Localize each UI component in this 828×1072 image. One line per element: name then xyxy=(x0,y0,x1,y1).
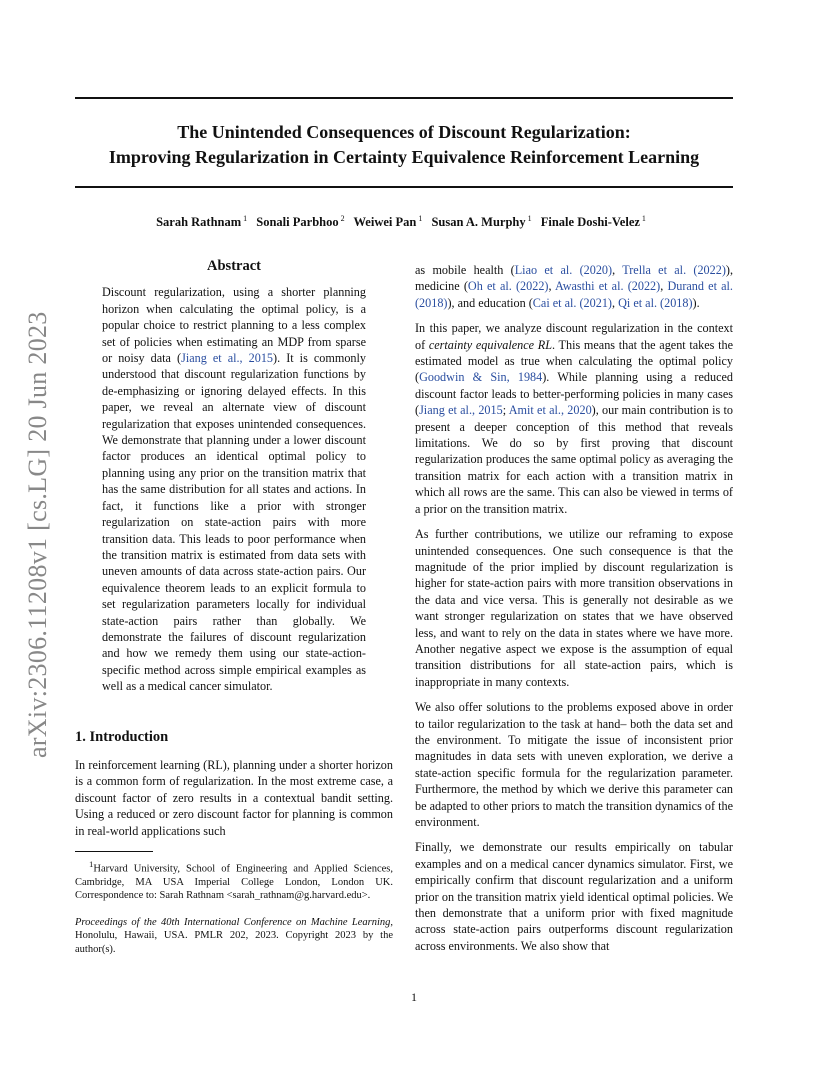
text: , xyxy=(548,279,556,294)
citation-link[interactable]: Jiang et al., 2015 xyxy=(419,403,503,418)
affiliation-footnote xyxy=(75,858,393,902)
intro-paragraph: In reinforcement learning (RL), planning under a shorter horizon is a common form of regularization. In the most extreme case, a discount factor of zero results in a contextual bandit setting. Using a reduced or zero discount factor for planning is common in real-world applications such xyxy=(75,757,393,838)
proceedings-venue: Proceedings of the 40th International Conference on Machine Learning xyxy=(75,917,391,929)
author-affiliation: 2 xyxy=(340,214,345,223)
text: as mobile health ( xyxy=(415,263,515,277)
citation-link[interactable]: Liao et al. (2020) xyxy=(514,263,613,277)
arxiv-stamp: arXiv:2306.11208v1 [cs.LG] 20 Jun 2023 xyxy=(23,311,52,758)
author-affiliation: 1 xyxy=(527,214,532,223)
text: In this paper, we analyze discount regularization in the context of xyxy=(415,321,733,352)
body-paragraph: As further contributions, we utilize our reframing to expose unintended consequences. One such consequence is that the magnitude of the prior implied by discount regularization is higher for state-action pairs with more transition observations in the data and vice versa. This is generally not desirable as we want stronger regularization on states that we have observed less, and want to rely on the data in states where we have more. Another negative aspect we expose is the assumption of equal transition distributions for all state-action pairs, which is inappropriate in many contexts. xyxy=(415,527,733,689)
author-affiliation: 1 xyxy=(641,214,646,223)
citation-link[interactable]: Goodwin & Sin, 1984 xyxy=(419,370,543,385)
text: ), our main contribution is to present a deeper conception of this method that reveals limitations. We do so by first proving that discount regularization produces the same optimal policy as averaging the transition matrix for each action with a transition matrix in which all rows are the same. This can also be viewed in terms of a prior on the transition matrix. xyxy=(415,403,733,516)
author-affiliation: 1 xyxy=(243,214,248,223)
text: , xyxy=(611,295,619,310)
footnote-text: Harvard University, School of Engineering and Applied Sciences, Cambridge, MA USA Imperial College London, London UK. Correspondence to: Sarah Rathnam <sarah_rathnam@g.harvard.edu>. xyxy=(75,863,393,901)
right-column xyxy=(415,262,733,963)
author-name: Susan A. Murphy xyxy=(431,215,526,230)
text: , xyxy=(660,279,668,294)
paper-title-line-1: The Unintended Consequences of Discount Regularization: xyxy=(177,122,631,142)
page-number: 1 xyxy=(411,990,417,1004)
abstract-text: Discount regularization, using a shorter planning horizon when calculating the optimal policy, is a popular choice to restrict planning to a less complex set of policies when estimating an MDP from sparse or noisy data ( xyxy=(102,285,366,366)
left-column xyxy=(75,258,393,956)
body-paragraph: We also offer solutions to the problems exposed above in order to tailor regularization to the task at hand– both the data set and the environment. To mitigate the issue of inconsistent prior magnitudes in data sets with uneven exploration, we derive a state-action specific formula for the regularization parameter. Furthermore, the method by which we derive this parameter can be adapted to other priors to match the transition dynamics of the environment. xyxy=(415,700,733,829)
author-name: Sonali Parbhoo xyxy=(256,215,339,230)
footnote-marker: 1 xyxy=(89,859,94,869)
proceedings-details: , Honolulu, Hawaii, USA. PMLR 202, 2023. Copyright 2023 by the author(s). xyxy=(75,917,393,955)
abstract-heading: Abstract xyxy=(207,258,261,274)
citation-link[interactable]: Trella et al. (2022) xyxy=(622,263,726,277)
author-list xyxy=(75,214,733,230)
text: . This means that the agent takes the estimated model as true when calculating the optimal policy ( xyxy=(415,337,734,385)
abstract-body xyxy=(102,284,366,694)
text: ; xyxy=(502,403,509,418)
citation-link[interactable]: Cai et al. (2021) xyxy=(532,295,612,310)
citation-link[interactable]: Qi et al. (2018) xyxy=(618,295,693,310)
title-rule-bottom xyxy=(75,186,733,188)
author-name: Sarah Rathnam xyxy=(156,215,242,230)
emphasis-text: certainty equivalence RL xyxy=(428,337,552,352)
section-heading-introduction: 1. Introduction xyxy=(75,728,169,745)
author-name: Weiwei Pan xyxy=(353,215,417,230)
citation-link[interactable]: Amit et al., 2020 xyxy=(508,403,592,418)
citation-link[interactable]: Oh et al. (2022) xyxy=(467,279,549,294)
abstract-text: ). It is commonly understood that discount regularization functions by de-emphasizing or ignoring delayed effects. In this paper, we reveal an alternate view of discount regularization that exposes unintended consequences. We demonstrate that planning under a lower discount factor produces an identical optimal policy to planning using any prior on the transition matrix that has the same distribution for all states and actions. In fact, it functions like a prior with stronger regularization on state-action pairs with more transition data. This leads to poor performance when the transition matrix is estimated from data sets with uneven amounts of data across state-action pairs. Our equivalence theorem leads to an explicit formula to set regularization parameters locally for individual state-action pairs rather than globally. We demonstrate the failures of discount regularization and how we remedy them using our state-action-specific method across simple empirical examples as well as a medical cancer simulator. xyxy=(102,351,366,694)
citation-link[interactable]: Jiang et al., 2015 xyxy=(181,351,274,366)
text: ), and education ( xyxy=(447,295,533,310)
text: , xyxy=(612,263,623,277)
author-name: Finale Doshi-Velez xyxy=(540,215,640,230)
text: ). While planning using a reduced discount factor leads to better-performing policies in many cases ( xyxy=(415,370,734,418)
text: ), medicine ( xyxy=(415,263,734,294)
footnote-rule xyxy=(75,851,153,852)
author-affiliation: 1 xyxy=(418,214,423,223)
body-paragraph xyxy=(415,320,733,517)
paper-title-line-2: Improving Regularization in Certainty Equivalence Reinforcement Learning xyxy=(108,147,700,167)
proceedings-note xyxy=(75,916,393,956)
title-rule-top xyxy=(75,97,733,99)
text: ). xyxy=(692,295,700,310)
citation-link[interactable]: Durand et al. (2018) xyxy=(415,279,733,310)
citation-link[interactable]: Awasthi et al. (2022) xyxy=(555,279,661,294)
body-paragraph xyxy=(415,262,733,311)
body-paragraph: Finally, we demonstrate our results empirically on tabular examples and on a medical cancer dynamics simulator. First, we empirically confirm that discount regularization and a uniform prior on the transition matrix yield identical optimal policies. We then demonstrate that a uniform prior with fixed magnitude across state-action pairs outperforms discount regularization across environments. We also show that xyxy=(415,840,733,953)
